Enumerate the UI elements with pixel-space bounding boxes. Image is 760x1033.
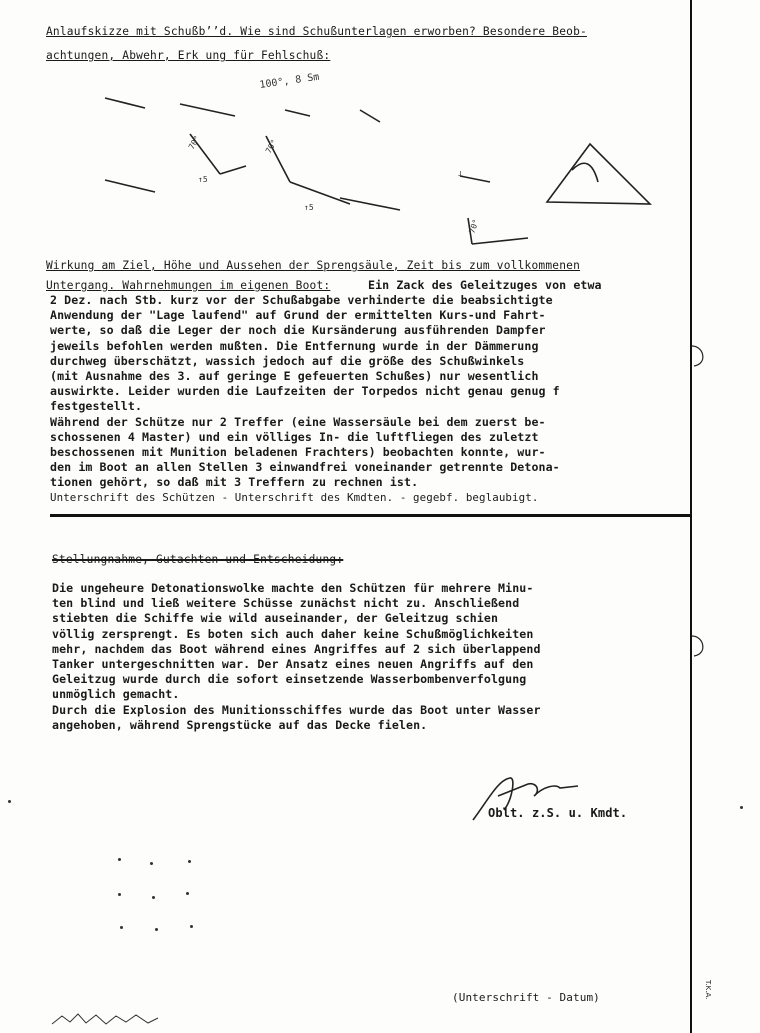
punch-mark xyxy=(690,344,710,368)
opinion-heading: Stellungnahme, Gutachten und Entscheidung: xyxy=(52,553,344,566)
svg-text:70°: 70° xyxy=(263,137,279,155)
opinion-line: stiebten die Schiffe wie wild auseinander, der Geleitzug schien xyxy=(52,611,499,626)
svg-text:⊥: ⊥ xyxy=(458,169,463,178)
opinion-line: unmöglich gemacht. xyxy=(52,687,180,702)
effect-line: den im Boot an allen Stellen 3 einwandfrei voneinander getrennte Detona- xyxy=(50,460,560,475)
margin-mark: T.K.A. xyxy=(704,980,712,1000)
form-dot xyxy=(190,925,193,928)
footer-signature-date: (Unterschrift - Datum) xyxy=(452,991,600,1004)
effect-line: schossenen 4 Master) und ein völliges In- die luftfliegen des zuletzt xyxy=(50,429,539,444)
sketch-heading-line-2: achtungen, Abwehr, Erk ung für Fehlschuß: xyxy=(46,49,331,62)
effect-line: festgestellt. xyxy=(50,399,143,414)
attack-sketch xyxy=(60,64,700,260)
effect-heading-line-1: Wirkung am Ziel, Höhe und Aussehen der Sprengsäule, Zeit bis zum vollkommenen xyxy=(46,259,581,272)
form-dot xyxy=(152,896,155,899)
form-dot xyxy=(155,928,158,931)
effect-text-block xyxy=(50,293,560,491)
form-dot xyxy=(150,862,153,865)
effect-line: beschossenen mit Munition beladenen Frachters) beobachten konnte, wur- xyxy=(50,445,546,460)
opinion-line: mehr, nachdem das Boot während eines Angriffes auf 2 sich überlappend xyxy=(52,641,541,656)
commander-title: Oblt. z.S. u. Kmdt. xyxy=(488,806,628,820)
sketch-heading-line-1: Anlaufskizze mit Schußb’’d. Wie sind Schußunterlagen erworben? Besondere Beob- xyxy=(46,25,587,38)
effect-line: jeweils befohlen werden mußten. Die Entfernung wurde in der Dämmerung xyxy=(50,338,539,353)
effect-line: durchweg überschätzt, wassich jedoch auf die größe des Schußwinkels xyxy=(50,353,525,368)
effect-line: werte, so daß die Leger der noch die Kursänderung ausführenden Dampfer xyxy=(50,323,546,338)
opinion-line: Geleitzug wurde durch die sofort einsetzende Wasserbombenverfolgung xyxy=(52,672,527,687)
form-dot xyxy=(188,860,191,863)
effect-line: Während der Schütze nur 2 Treffer (eine Wassersäule bei dem zuerst be- xyxy=(50,414,546,429)
effect-line: 2 Dez. nach Stb. kurz vor der Schußabgabe verhinderte die beabsichtigte xyxy=(50,293,553,307)
effect-heading-line-2: Untergang. Wahrnehmungen im eigenen Boot: xyxy=(46,279,331,292)
effect-line: tionen gehört, so daß mit 3 Treffern zu rechnen ist. xyxy=(50,475,419,490)
opinion-text-block xyxy=(52,581,541,733)
svg-text:↑5: ↑5 xyxy=(198,175,208,184)
svg-text:↑5: ↑5 xyxy=(304,203,314,212)
signature-caption-line: Unterschrift des Schützen - Unterschrift des Kmdten. - gegebf. beglaubigt. xyxy=(50,491,539,504)
form-dot xyxy=(118,858,121,861)
svg-text:70°: 70° xyxy=(467,218,481,235)
form-dot xyxy=(8,800,11,803)
opinion-line: Tanker untergeschnitten war. Der Ansatz eines neuen Angriffs auf den xyxy=(52,657,534,672)
sketch-top-note: 100°, 8 Sm xyxy=(258,71,321,91)
effect-line: auswirkte. Leider wurden die Laufzeiten der Torpedos nicht genau genug f xyxy=(50,384,560,399)
form-dot xyxy=(120,926,123,929)
form-dot xyxy=(186,892,189,895)
punch-mark xyxy=(690,634,710,658)
svg-text:70°: 70° xyxy=(186,133,202,151)
bottom-smudge xyxy=(50,1006,160,1028)
opinion-line: Die ungeheure Detonationswolke machte den Schützen für mehrere Minu- xyxy=(52,581,534,595)
effect-text-first-line: Ein Zack des Geleitzuges von etwa xyxy=(368,278,602,292)
effect-line: (mit Ausnahme des 3. auf geringe E gefeuerten Schußes) nur wesentlich xyxy=(50,369,539,384)
opinion-line: ten blind und ließ weitere Schüsse zunächst nicht zu. Anschließend xyxy=(52,596,520,611)
form-dot xyxy=(740,806,743,809)
opinion-line: völlig zersprengt. Es boten sich auch daher keine Schußmöglichkeiten xyxy=(52,626,534,641)
section-divider xyxy=(50,514,690,517)
form-dot xyxy=(118,893,121,896)
effect-line: Anwendung der "Lage laufend" auf Grund der ermittelten Kurs-und Fahrt- xyxy=(50,308,546,323)
opinion-line: angehoben, während Sprengstücke auf das Decke fielen. xyxy=(52,717,428,732)
opinion-line: Durch die Explosion des Munitionsschiffes wurde das Boot unter Wasser xyxy=(52,702,541,717)
